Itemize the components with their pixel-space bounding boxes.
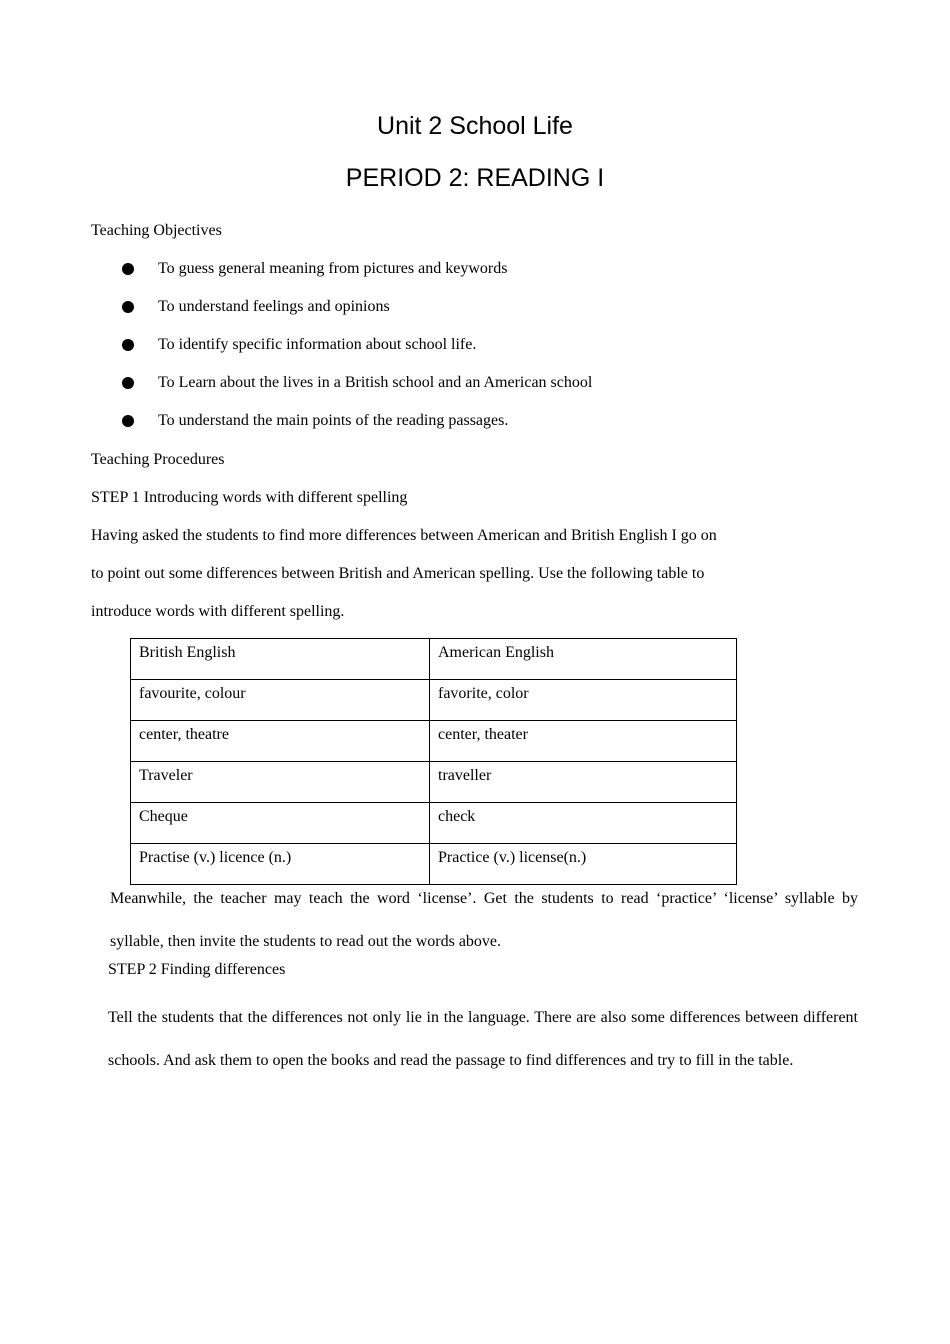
table-row bbox=[131, 680, 737, 721]
list-item-text: To guess general meaning from pictures and keywords bbox=[158, 260, 508, 277]
spelling-table bbox=[130, 638, 737, 885]
step2-heading: STEP 2 Finding differences bbox=[108, 961, 286, 978]
step1-heading: STEP 1 Introducing words with different spelling bbox=[91, 489, 408, 506]
step2-paragraph: Tell the students that the differences not only lie in the language. There are also some differences between different schools. And ask them to open the books and read the passage to find differences and try to fill in the table. bbox=[108, 1009, 858, 1069]
table-header-cell: American English bbox=[430, 639, 737, 680]
bullet-icon bbox=[122, 263, 134, 275]
table-cell: favourite, colour bbox=[131, 680, 430, 721]
table-cell: Practise (v.) licence (n.) bbox=[131, 844, 430, 885]
step1-after-table-paragraph: Meanwhile, the teacher may teach the word ‘license’. Get the students to read ‘practice’ ‘license’ syllable by syllable, then invite the students to read out the words above. bbox=[110, 890, 858, 950]
table-row bbox=[131, 803, 737, 844]
list-item-text: To Learn about the lives in a British school and an American school bbox=[158, 374, 593, 391]
bullet-icon bbox=[122, 301, 134, 313]
objectives-heading: Teaching Objectives bbox=[91, 222, 222, 239]
table-row bbox=[131, 762, 737, 803]
document-title: Unit 2 School Life bbox=[377, 112, 573, 140]
table-cell: center, theater bbox=[430, 721, 737, 762]
table-cell: center, theatre bbox=[131, 721, 430, 762]
procedures-heading: Teaching Procedures bbox=[91, 451, 225, 468]
bullet-icon bbox=[122, 339, 134, 351]
table-cell: Practice (v.) license(n.) bbox=[430, 844, 737, 885]
table-cell: Cheque bbox=[131, 803, 430, 844]
bullet-icon bbox=[122, 377, 134, 389]
list-item-text: To understand the main points of the reading passages. bbox=[158, 412, 509, 429]
bullet-icon bbox=[122, 415, 134, 427]
document-subtitle: PERIOD 2: READING I bbox=[345, 164, 605, 192]
step1-intro-line: introduce words with different spelling. bbox=[91, 603, 345, 620]
step1-intro-line: to point out some differences between British and American spelling. Use the following table to bbox=[91, 565, 705, 582]
table-cell: Traveler bbox=[131, 762, 430, 803]
table-row bbox=[131, 721, 737, 762]
list-item-text: To identify specific information about school life. bbox=[158, 336, 477, 353]
step1-intro-line: Having asked the students to find more differences between American and British English I go on bbox=[91, 527, 717, 544]
table-cell: check bbox=[430, 803, 737, 844]
table-cell: favorite, color bbox=[430, 680, 737, 721]
table-cell: traveller bbox=[430, 762, 737, 803]
table-header-cell: British English bbox=[131, 639, 430, 680]
table-header-row bbox=[131, 639, 737, 680]
list-item-text: To understand feelings and opinions bbox=[158, 298, 390, 315]
